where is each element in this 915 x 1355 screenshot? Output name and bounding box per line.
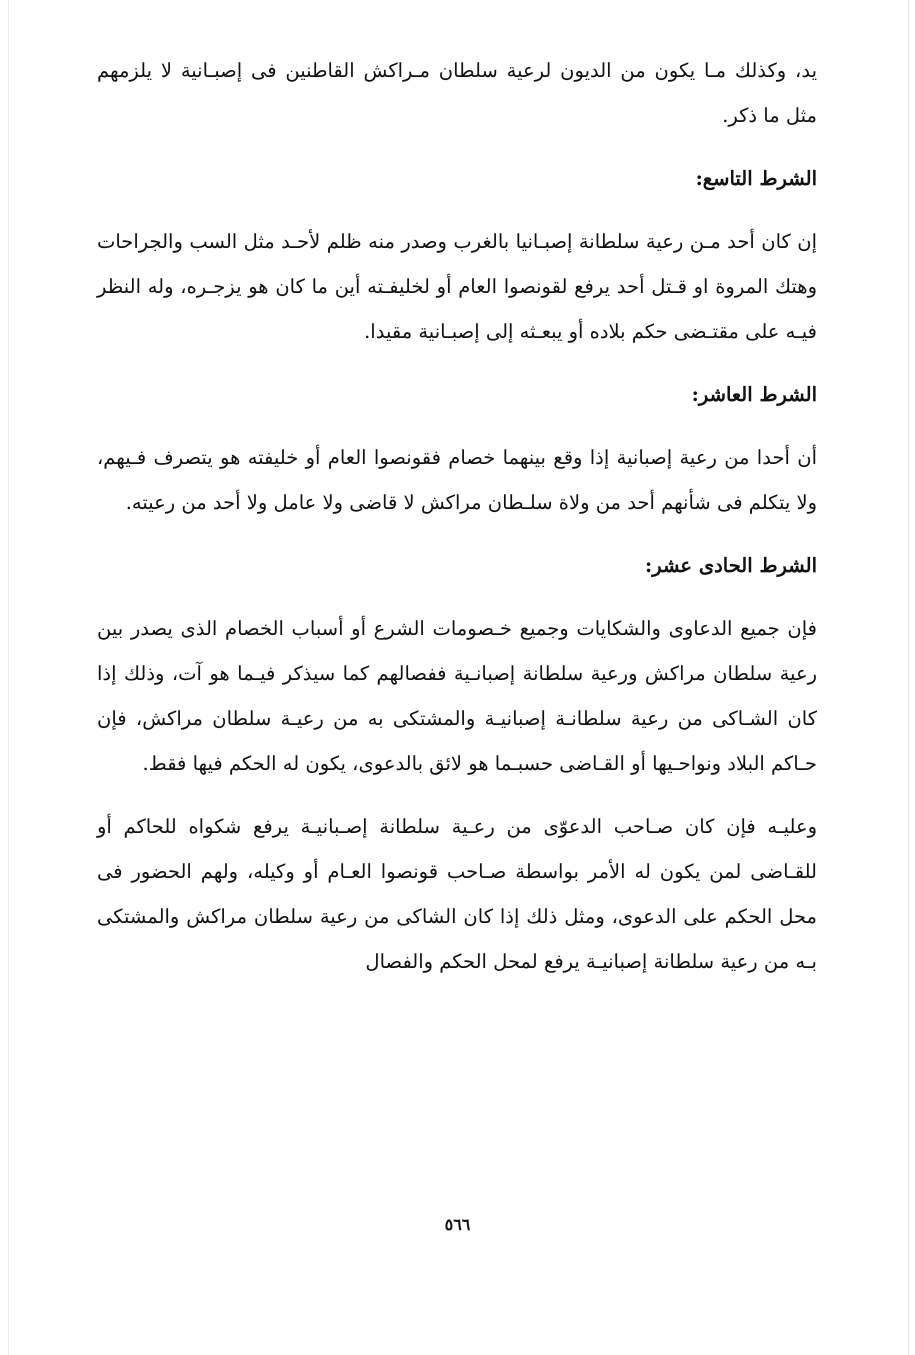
page-edge-right bbox=[908, 0, 909, 1355]
page-edge-left bbox=[8, 0, 9, 1355]
heading-eleventh-condition: الشرط الحادى عشر: bbox=[645, 554, 817, 577]
paragraph-complaint-procedure: وعليـه فإن كان صـاحب الدعوّى من رعـية سلطانة إصـبانيـة يرفع شكواه للحاكم أو للقـاضى لمن يكون له الأمر بواسطة صـاحب قونصوا العـام أو وكيله، ولهم الحضور فى محل الحكم على الدعوى، ومثل ذلك إذا كان الشاكى من رعية سلطان مراكش والمشتكى بـه من رعية سلطانة إصبانيـة يرفع لمحل الحكم والفصال bbox=[97, 815, 817, 973]
paragraph-continuation: يد، وكذلك مـا يكون من الديون لرعية سلطان مـراكش القاطنين فى إصبـانية لا يلزمهم مثل ما ذكر. bbox=[97, 59, 817, 127]
paragraph-ninth-condition: إن كان أحد مـن رعية سلطانة إصبـانيا بالغرب وصدر منه ظلم لأحـد مثل السب والجراحات وهتك المروة او قـتل أحد يرفع لقونصوا العام أو لخليفـته أين ما كان هو يزجـره، وله النظر فيـه على مقتـضى حكم بلاده أو يبعـثه إلى إصبـانية مقيدا. bbox=[97, 230, 817, 343]
page-number: ٥٦٦ bbox=[444, 1215, 471, 1234]
heading-tenth-condition: الشرط العاشر: bbox=[691, 383, 817, 406]
document-page bbox=[97, 48, 817, 984]
paragraph-tenth-condition: أن أحدا من رعية إصبانية إذا وقع بينهما خصام فقونصوا العام أو خليفته هو يتصرف فـيهم، ولا يتكلم فى شأنهم أحد من ولاة سلـطان مراكش لا قاضى ولا عامل ولا أحد من رعيته. bbox=[97, 446, 817, 514]
paragraph-eleventh-condition: فإن جميع الدعاوى والشكايات وجميع خـصومات الشرع أو أسباب الخصام الذى يصدر بين رعية سلطان مراكش ورعية سلطانة إصبانـية ففصالهم كما سيذكر فيـما هو آت، وذلك إذا كان الشـاكى من رعية سلطانـة إصبانيـة والمشتكى به من رعيـة سلطان مراكش، فإن حـاكم البلاد ونواحـيها أو القـاضى حسبـما هو لائق بالدعوى، يكون له الحكم فيها فقط. bbox=[97, 617, 817, 775]
heading-ninth-condition: الشرط التاسع: bbox=[695, 167, 817, 190]
